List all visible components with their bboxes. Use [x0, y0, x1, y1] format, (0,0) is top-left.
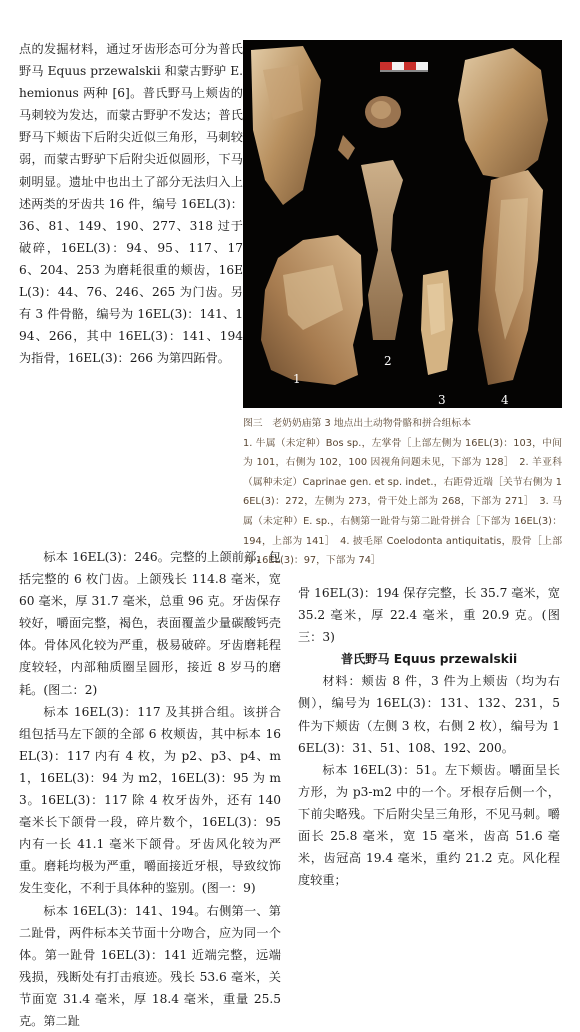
bone-specimens-photo [243, 40, 562, 408]
paragraph-continuation: 骨 16EL(3)：194 保存完整，长 35.7 毫米，宽 35.2 毫米，厚 22.4 毫米，重 20.9 克。(图三：3) [298, 582, 560, 648]
body-text-column-left-bottom [19, 546, 281, 1032]
specimen-2-lower [361, 160, 403, 340]
paragraph-specimen-117: 标本 16EL(3)：117 及其拼合组。该拼合组包括马左下颌的全部 6 枚颊齿，其中标本 16EL(3)：117 内有 4 枚，为 p2、p3、p4、m1，16EL(3)：94 为 m2，16EL(3)：95 为 m3。16EL(3)：117 除 4 枚牙齿外，还有 140 毫米长下颌骨一段，碎片数个，16EL(3)：95 内有一长 41.1 毫米下颌骨。牙齿风化较为严重。磨耗均极为严重，嚼面接近牙根，导致纹饰发生变化，不利于具体种的鉴别。(图一：9) [19, 701, 281, 900]
figure-label-4: 4 [501, 393, 509, 407]
figure-caption-body: 1. 牛属（未定种）Bos sp.，左掌骨［上部左侧为 16EL(3)：103，中间为 101，右侧为 102，100 因视角问题未见，下部为 128］ 2. 羊亚科（属种未定）Caprinae gen. et sp. indet.，右距骨近端［关节右侧为 16EL(3)：272，左侧为 273，骨干处上部为 268，下部为 271］ 3. 马属（未定种）E. sp.，右侧第一趾骨与第二趾骨拼合［下部为 16EL(3)：194，上部为 141］ 4. 披毛犀 Coelodonta antiquitatis，股骨［上部为 16EL(3)：97，下部为 74］ [243, 438, 562, 567]
paragraph-specimen-141-194: 标本 16EL(3)：141、194。右侧第一、第二趾骨，两件标本关节面十分吻合，应为同一个体。第一趾骨 16EL(3)：141 近端完整，远端残损，残断处有打击痕迹。残长 53.6 毫米，关节面宽 31.4 毫米，厚 18.4 毫米，重量 25.5 克。第二趾 [19, 900, 281, 1032]
body-text-column-left-top: 点的发掘材料，通过牙齿形态可分为普氏野马 Equus przewalskii 和蒙古野驴 E. hemionus 两种 [6]。普氏野马上颊齿的马刺较为发达，而蒙古野驴不发达；普氏野马下颊齿下后附尖近似三角形，马刺较弱，而蒙古野驴下后附尖近似圆形，下马刺明显。遗址中也出土了部分无法归入上述两类的牙齿共 16 件，编号 16EL(3)：36、81、149、190、277、318 过于破碎，16EL(3)：94、95、117、176、204、253 为磨耗很重的颊齿，16EL(3)：44、76、246、265 为门齿。另有 3 件骨骼，编号为 16EL(3)：141、194、266，其中 16EL(3)：141、194 为指骨，16EL(3)：266 为第四跖骨。 [19, 38, 243, 369]
specimen-4-upper [458, 48, 548, 180]
body-text-column-right-bottom [298, 582, 560, 891]
figure-caption [243, 414, 562, 571]
paragraph-specimen-246: 标本 16EL(3)：246。完整的上颌前部，包括完整的 6 枚门齿。上颌残长 114.8 毫米，宽 60 毫米，厚 31.7 毫米，总重 96 克。牙齿保存较好，嚼面完整，褐色，表面覆盖少量碳酸钙壳体。骨体风化较为严重，极易破碎。牙齿磨耗程度较轻，内部釉质圈呈圆形，接近 8 岁马的磨耗。(图二：2) [19, 546, 281, 701]
paragraph-specimen-51: 标本 16EL(3)：51。左下颊齿。嚼面呈长方形，为 p3-m2 中的一个。牙根存后侧一个，下前尖略残。下后附尖呈三角形，不见马刺。嚼面长 25.8 毫米，宽 15 毫米，齿高 51.6 毫米，齿冠高 19.4 毫米，重约 21.2 克。风化程度较重； [298, 759, 560, 892]
section-title: 普氏野马 Equus przewalskii [298, 648, 560, 670]
figure-label-1: 1 [293, 372, 301, 386]
figure-caption-title: 图三 老奶奶庙第 3 地点出土动物骨骼和拼合组标本 [243, 414, 562, 434]
scale-bar [380, 62, 428, 72]
figure-label-2: 2 [384, 354, 392, 368]
figure-photo [243, 40, 562, 408]
figure-label-3: 3 [438, 393, 446, 407]
paragraph-materials: 材料：颊齿 8 件，3 件为上颊齿（均为右侧），编号为 16EL(3)：131、132、231，5 件为下颊齿（左侧 3 枚，右侧 2 枚），编号为 16EL(3)：31、51、108、192、200。 [298, 670, 560, 758]
